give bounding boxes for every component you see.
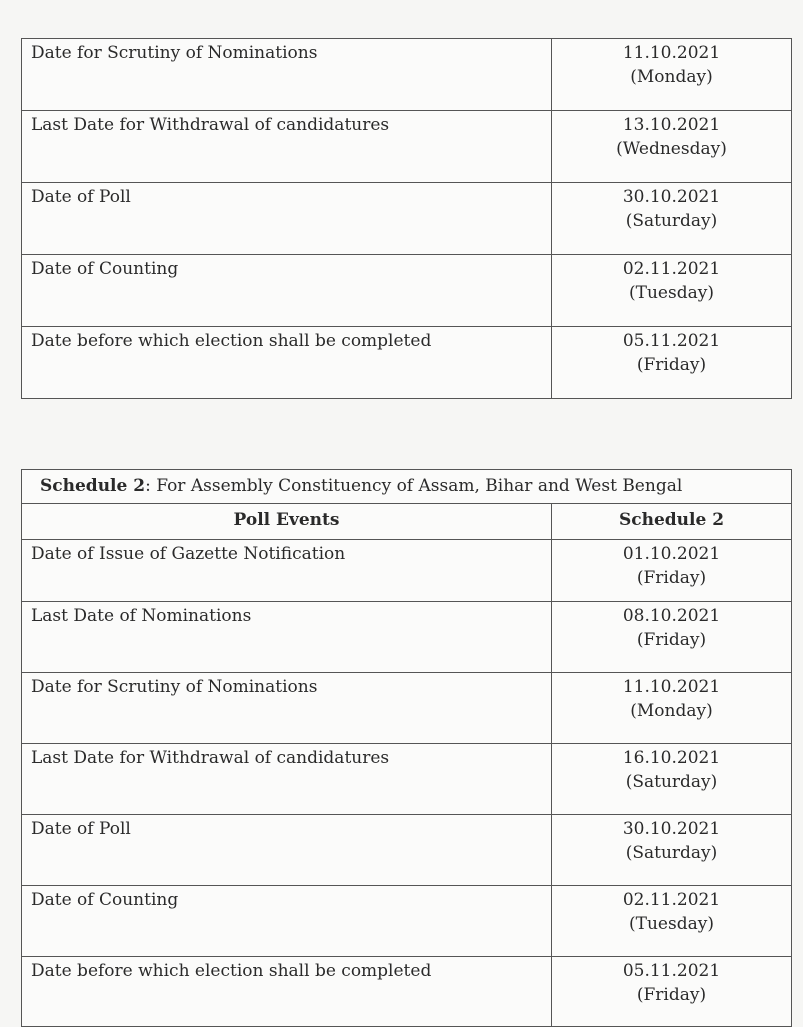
day-value: (Saturday) xyxy=(625,843,718,863)
table-row xyxy=(22,255,792,327)
poll-event-cell: Last Date for Withdrawal of candidatures xyxy=(22,744,552,815)
schedule-2-title-bold: Schedule 2 xyxy=(40,476,146,496)
day-value: (Saturday) xyxy=(625,211,718,231)
date-value: 05.11.2021 xyxy=(622,961,721,981)
table-header-row xyxy=(22,504,792,540)
schedule-date-cell xyxy=(552,957,792,1027)
schedule-date-cell xyxy=(552,255,792,327)
schedule-date-cell xyxy=(552,39,792,111)
poll-event-cell: Last Date of Nominations xyxy=(22,602,552,673)
day-value: (Friday) xyxy=(636,630,707,650)
schedule-date-cell xyxy=(552,744,792,815)
schedule-date-cell xyxy=(552,602,792,673)
schedule-1-table xyxy=(21,38,792,399)
day-value: (Monday) xyxy=(630,67,713,87)
column-header-poll-events: Poll Events xyxy=(22,504,552,540)
poll-event-cell: Date of Counting xyxy=(22,255,552,327)
date-value: 11.10.2021 xyxy=(622,43,721,63)
poll-event-cell: Date for Scrutiny of Nominations xyxy=(22,673,552,744)
day-value: (Friday) xyxy=(636,568,707,588)
date-value: 16.10.2021 xyxy=(622,748,721,768)
schedule-2-title-rest: : For Assembly Constituency of Assam, Bihar and West Bengal xyxy=(145,476,683,496)
table-row xyxy=(22,183,792,255)
schedule-2-table xyxy=(21,469,792,1027)
table-row xyxy=(22,886,792,957)
date-value: 08.10.2021 xyxy=(622,606,721,626)
poll-event-cell: Date for Scrutiny of Nominations xyxy=(22,39,552,111)
day-value: (Friday) xyxy=(636,355,707,375)
schedule-date-cell xyxy=(552,886,792,957)
schedule-date-cell xyxy=(552,540,792,602)
table-row xyxy=(22,744,792,815)
date-value: 30.10.2021 xyxy=(622,187,721,207)
schedule-date-cell xyxy=(552,673,792,744)
day-value: (Friday) xyxy=(636,985,707,1005)
date-value: 01.10.2021 xyxy=(622,544,721,564)
day-value: (Monday) xyxy=(630,701,713,721)
date-value: 13.10.2021 xyxy=(622,115,721,135)
table-title-row xyxy=(22,470,792,504)
table-row xyxy=(22,111,792,183)
table-row xyxy=(22,957,792,1027)
poll-event-cell: Date of Counting xyxy=(22,886,552,957)
schedule-date-cell xyxy=(552,111,792,183)
table-row xyxy=(22,673,792,744)
table-row xyxy=(22,540,792,602)
schedule-date-cell xyxy=(552,183,792,255)
poll-event-cell: Date of Issue of Gazette Notification xyxy=(22,540,552,602)
day-value: (Saturday) xyxy=(625,772,718,792)
date-value: 30.10.2021 xyxy=(622,819,721,839)
day-value: (Tuesday) xyxy=(629,283,714,303)
table-row xyxy=(22,815,792,886)
column-header-schedule: Schedule 2 xyxy=(552,504,792,540)
poll-event-cell: Date of Poll xyxy=(22,183,552,255)
day-value: (Tuesday) xyxy=(629,914,714,934)
schedule-date-cell xyxy=(552,327,792,399)
poll-event-cell: Date of Poll xyxy=(22,815,552,886)
date-value: 02.11.2021 xyxy=(622,890,721,910)
table-row xyxy=(22,39,792,111)
poll-event-cell: Date before which election shall be completed xyxy=(22,957,552,1027)
date-value: 11.10.2021 xyxy=(622,677,721,697)
poll-event-cell: Last Date for Withdrawal of candidatures xyxy=(22,111,552,183)
date-value: 02.11.2021 xyxy=(622,259,721,279)
day-value: (Wednesday) xyxy=(616,139,727,159)
schedule-2-title xyxy=(22,470,792,504)
schedule-date-cell xyxy=(552,815,792,886)
table-row xyxy=(22,602,792,673)
table-row xyxy=(22,327,792,399)
poll-event-cell: Date before which election shall be completed xyxy=(22,327,552,399)
date-value: 05.11.2021 xyxy=(622,331,721,351)
